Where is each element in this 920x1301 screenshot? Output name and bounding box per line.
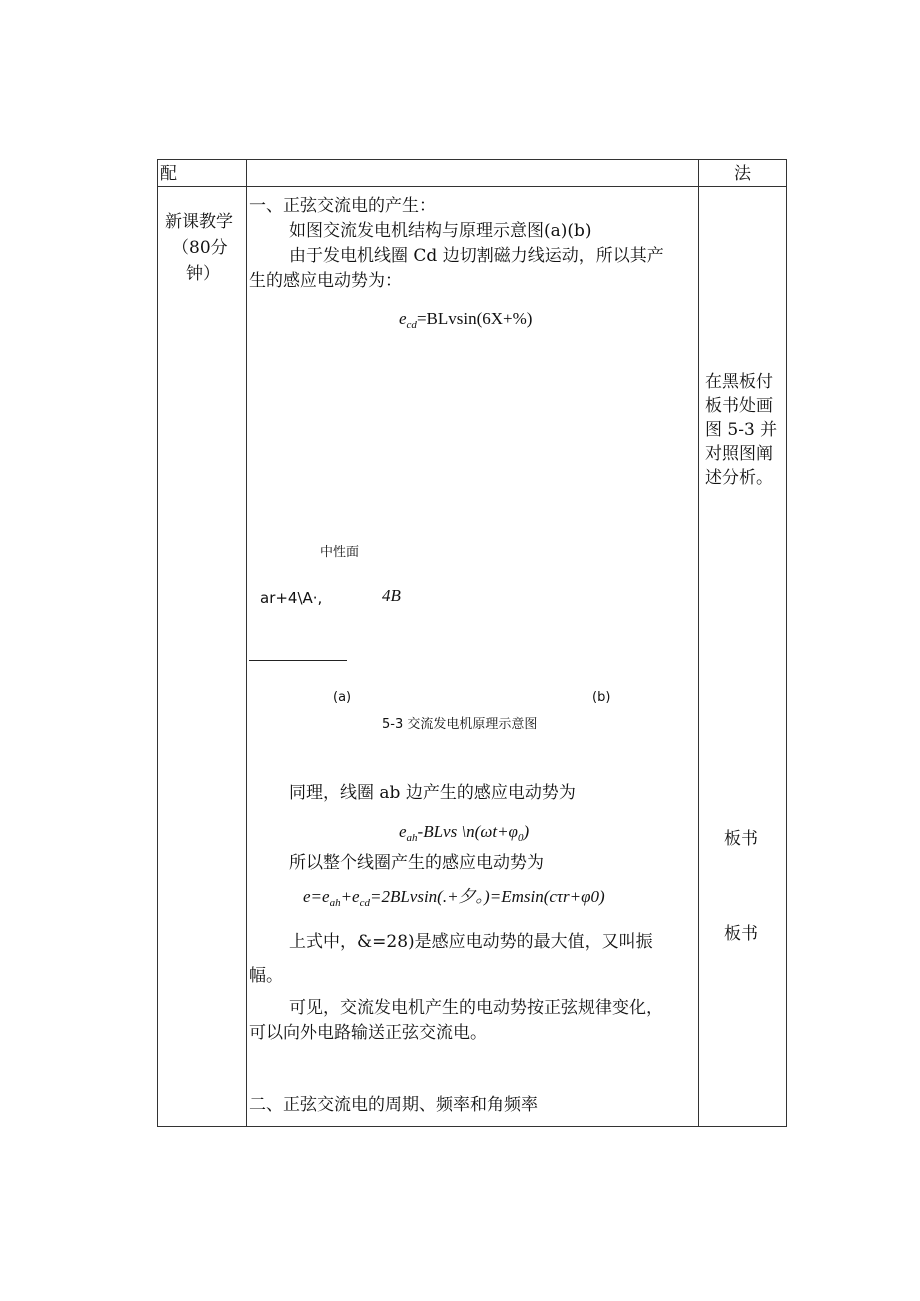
figure-expr-right: 4B <box>382 586 401 605</box>
header-col1: 配 <box>160 164 177 184</box>
left-line3: 钟） <box>186 264 220 284</box>
paragraph-6b: 可以向外电路输送正弦交流电。 <box>249 1023 487 1043</box>
paragraph-1: 如图交流发电机结构与原理示意图(a)(b) <box>289 221 592 241</box>
heading-2: 二、正弦交流电的周期、频率和角频率 <box>249 1095 538 1115</box>
paragraph-5b: 幅。 <box>249 966 283 986</box>
formula-eab: $e_{ah}$-BLvs $\backslash n(\omega t+\varphi_0)$ <box>399 822 530 844</box>
paragraph-3: 同理，线圈 ab 边产生的感应电动势为 <box>289 783 576 803</box>
paragraph-6a: 可见，交流发电机产生的电动势按正弦规律变化， <box>289 998 663 1018</box>
heading-1: 一、正弦交流电的产生： <box>249 196 436 216</box>
paragraph-2b: 生的感应电动势为： <box>249 271 402 291</box>
formula-e-total: $e=e_{ah}+e_{cd}=2BLvsin(.+$夕。)=Emsin(cτr+φ0) <box>303 887 605 909</box>
right-note-2: 板书 <box>724 829 758 849</box>
paragraph-2a: 由于发电机线圈 Cd 边切割磁力线运动，所以其产 <box>289 246 664 266</box>
column-divider-1 <box>246 160 247 1126</box>
left-line2: （80分 <box>172 238 228 258</box>
figure-caption: 5-3 交流发电机原理示意图 <box>382 717 538 732</box>
right-note-1-line: 板书处画 <box>705 396 773 416</box>
formula-ecd: $e_{cd}=BLvsin(6X+\%)$ <box>399 309 533 331</box>
right-note-1-line: 图 5-3 并 <box>705 420 778 440</box>
paragraph-4: 所以整个线圈产生的感应电动势为 <box>289 853 544 873</box>
figure-dash-line <box>249 660 347 661</box>
figure-expr-left: ar+4\A·, <box>260 589 323 607</box>
right-note-3: 板书 <box>724 924 758 944</box>
right-note-1-line: 对照图阐 <box>705 444 773 464</box>
figure-label-a: (a) <box>333 690 352 705</box>
figure-label-neutral-plane: 中性面 <box>320 545 360 560</box>
paragraph-5a: 上式中，&=28)是感应电动势的最大值，又叫振 <box>289 932 653 952</box>
column-divider-2 <box>698 160 699 1126</box>
header-col3: 法 <box>734 164 751 184</box>
header-row-divider <box>158 186 786 187</box>
right-note-1-line: 述分析。 <box>705 468 773 488</box>
figure-label-b: (b) <box>592 690 611 705</box>
right-note-1-line: 在黑板付 <box>705 372 773 392</box>
left-line1: 新课教学 <box>165 212 233 232</box>
right-note-1 <box>705 370 785 490</box>
